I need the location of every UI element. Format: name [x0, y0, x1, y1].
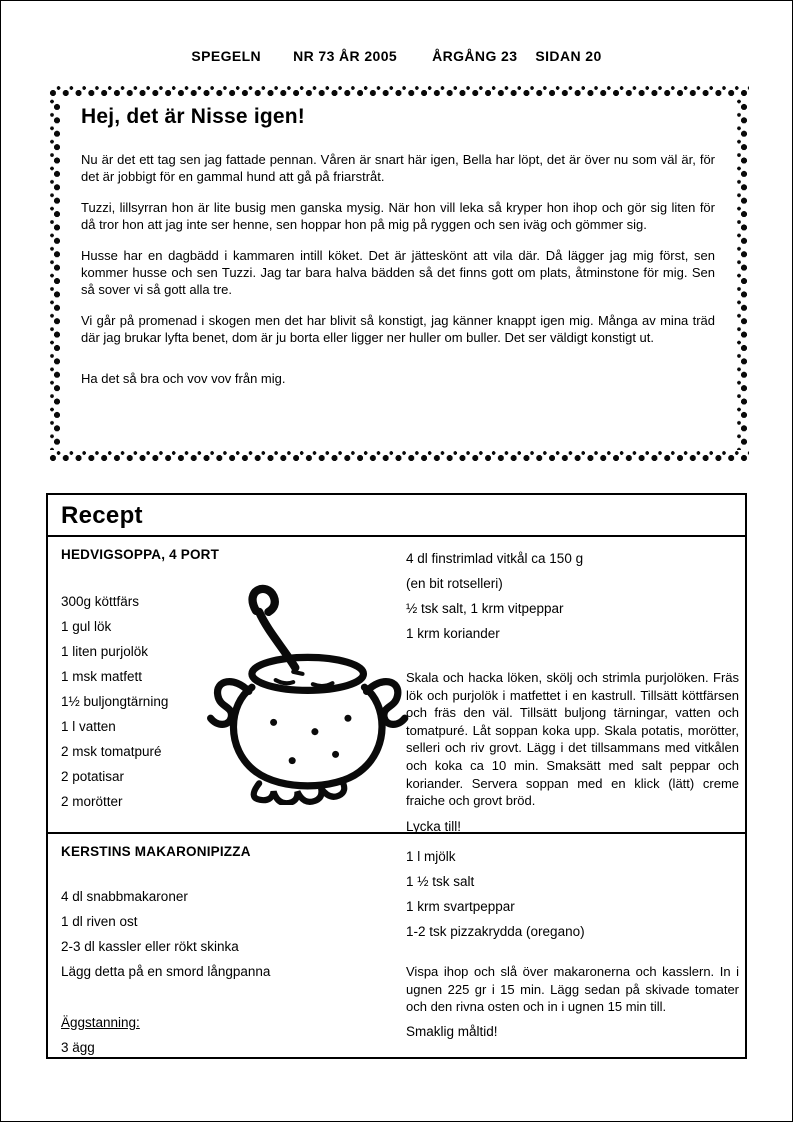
recipe-2-right-column [406, 834, 739, 1039]
letter-title: Hej, det är Nisse igen! [81, 105, 306, 128]
ingredient-item: 3 ägg [61, 1040, 95, 1055]
recipe-makaronipizza [48, 834, 745, 1055]
ingredient-list [61, 884, 399, 984]
paw-print-border-right [736, 98, 749, 450]
recipe-instructions: Skala och hacka löken, skölj och strimla purjolöken. Fräs lök och purjolök i matfettet i en kastrull. Tillsätt köttfärsen och fräs den väl. Tillsätt buljong tärningar, vatten och tomatpuré. Låt soppan koka upp. Skala potatis, morötter, selleri och riv grovt. Lägg i det tillsammans med vitkålen och koka ca 10 min. Smaksätt med salt peppar och koriander. Servera soppan med en klick (lätt) creme fraiche och grovt bröd. [406, 670, 739, 809]
recipes-box [46, 493, 747, 1059]
recipes-section-title: Recept [48, 495, 745, 537]
ingredient-item: 4 dl finstrimlad vitkål ca 150 g [406, 551, 584, 566]
letter-content [81, 105, 715, 387]
page-number: SIDAN 20 [535, 48, 602, 64]
letter-box [49, 85, 749, 463]
ingredient-list [406, 546, 739, 646]
letter-paragraph: Husse har en dagbädd i kammaren intill köket. Det är jätteskönt att vila där. Då lägger jag mig först, sen kommer husse och sen Tuzzi. Jag tar bara halva bädden så det finns gott om plats, åtminstone för mig. Sen så sover vi så gott alla tre. [81, 248, 715, 297]
ingredient-item: 2-3 dl kassler eller rökt skinka [61, 939, 239, 954]
paw-print-border-left [49, 98, 62, 450]
ingredient-item: ½ tsk salt, 1 krm vitpeppar [406, 601, 564, 616]
ingredient-item: 1 krm koriander [406, 626, 500, 641]
ingredient-item: 1 liten purjolök [61, 644, 149, 659]
recipe-2-left-column [61, 834, 399, 1060]
volume-number: ÅRGÅNG 23 [432, 48, 518, 64]
ingredient-list [406, 844, 739, 944]
paw-print-border-top [49, 85, 749, 98]
recipe-closing: Smaklig måltid! [406, 1023, 498, 1039]
ingredient-item: 4 dl snabbmakaroner [61, 889, 188, 904]
sub-recipe-heading: Äggstanning: [61, 1015, 140, 1030]
recipe-closing: Lycka till! [406, 818, 462, 834]
ingredient-item: 1 msk matfett [61, 669, 143, 684]
page-header [1, 48, 792, 64]
ingredient-item: 1 ½ tsk salt [406, 874, 475, 889]
ingredient-item: 2 msk tomatpuré [61, 744, 162, 759]
issue-number: NR 73 ÅR 2005 [293, 48, 398, 64]
ingredient-item: Lägg detta på en smord långpanna [61, 964, 271, 979]
recipe-hedvigsoppa [48, 537, 745, 834]
recipe-name: KERSTINS MAKARONIPIZZA [61, 844, 251, 859]
letter-signoff: Ha det så bra och vov vov från mig. [81, 371, 286, 386]
letter-paragraph: Vi går på promenad i skogen men det har blivit så konstigt, jag känner knappt igen mig. Många av mina träd där jag brukar lyfta benet, dom är ju borta eller ligger ner huller om buller. Det ser väldigt konstigt ut. [81, 313, 715, 345]
ingredient-list [61, 1035, 399, 1060]
ingredient-item: 2 potatisar [61, 769, 125, 784]
ingredient-item: (en bit rotselleri) [406, 576, 503, 591]
ingredient-item: 1½ buljongtärning [61, 694, 169, 709]
ingredient-item: 1-2 tsk pizzakrydda (oregano) [406, 924, 585, 939]
letter-paragraph: Tuzzi, lillsyrran hon är lite busig men ganska mysig. När hon vill leka så kryper hon ihop och gör sig liten för då tror hon att jag inte ser henne, sen hoppar hon på mig på ryggen och sen iväg och gömmer sig. [81, 200, 715, 232]
magazine-name: SPEGELN [191, 48, 262, 64]
ingredient-item: 2 morötter [61, 794, 123, 809]
soup-pot-icon [191, 583, 413, 805]
recipe-name: HEDVIGSOPPA, 4 PORT [61, 547, 220, 562]
recipe-instructions: Vispa ihop och slå över makaronerna och kasslern. In i ugnen 225 gr i 15 min. Lägg sedan på skivade tomater och den rivna osten och in i ugnen 15 min till. [406, 964, 739, 1015]
ingredient-item: 1 gul lök [61, 619, 112, 634]
paw-print-border-bottom [49, 450, 749, 463]
ingredient-item: 1 l vatten [61, 719, 116, 734]
letter-paragraph: Nu är det ett tag sen jag fattade pennan. Våren är snart här igen, Bella har löpt, det är över nu som väl är, för det är jobbigt för en gammal hund att gå på friarstråt. [81, 152, 715, 184]
ingredient-item: 300g köttfärs [61, 594, 140, 609]
ingredient-item: 1 krm svartpeppar [406, 899, 515, 914]
recipe-1-right-column [406, 537, 739, 834]
ingredient-item: 1 dl riven ost [61, 914, 138, 929]
ingredient-item: 1 l mjölk [406, 849, 456, 864]
